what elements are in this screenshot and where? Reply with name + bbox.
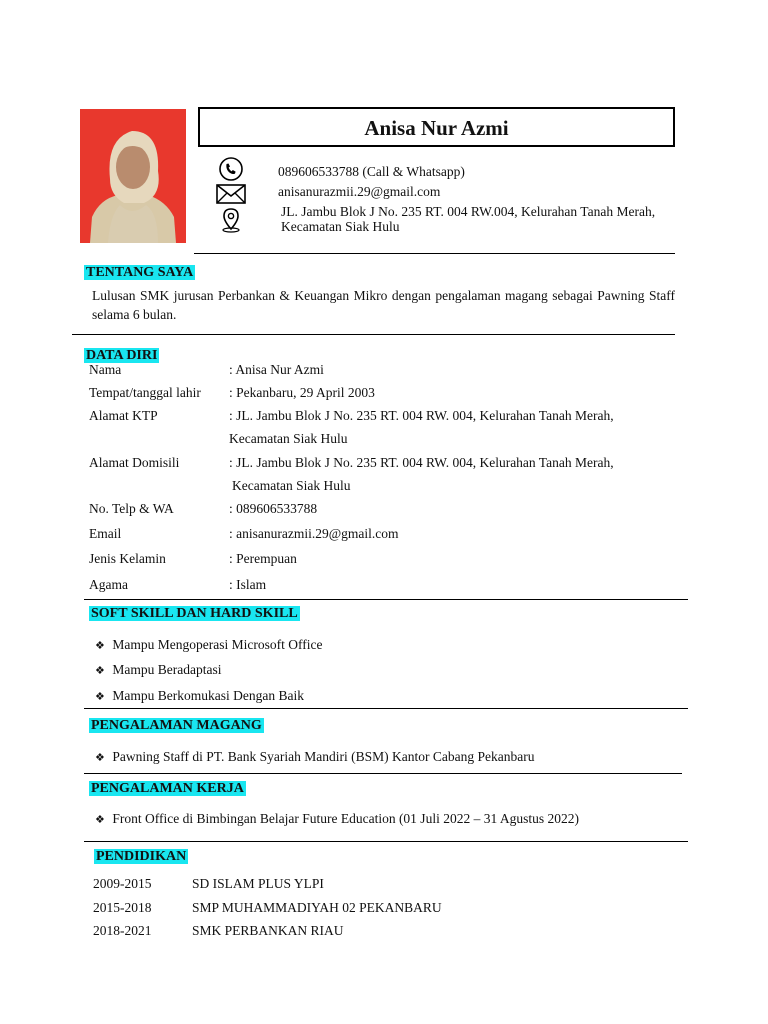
divider (84, 841, 688, 842)
contact-address-line2: Kecamatan Siak Hulu (281, 219, 400, 234)
row-value: : Perempuan (229, 551, 297, 566)
divider (84, 773, 682, 774)
divider (84, 708, 688, 709)
internship-title: PENGALAMAN MAGANG (91, 718, 262, 733)
phone-icon (216, 157, 246, 179)
profile-photo (80, 109, 186, 243)
diamond-bullet-icon: ❖ (95, 814, 105, 826)
row-label: Jenis Kelamin (89, 551, 166, 566)
row-value: : JL. Jambu Blok J No. 235 RT. 004 RW. 004, Kelurahan Tanah Merah, (229, 455, 614, 470)
education-years: 2009-2015 (93, 876, 152, 891)
about-title: TENTANG SAYA (86, 265, 194, 280)
row-label: Alamat KTP (89, 408, 158, 423)
divider (84, 599, 688, 600)
location-pin-icon (216, 207, 246, 229)
row-label: Tempat/tanggal lahir (89, 385, 201, 400)
section-education (94, 847, 188, 865)
row-value: : Islam (229, 577, 267, 592)
list-item: ❖ Mampu Mengoperasi Microsoft Office (95, 636, 322, 655)
row-value: : 089606533788 (229, 501, 318, 516)
divider (72, 334, 675, 335)
name-box (198, 107, 675, 147)
section-about (84, 263, 195, 281)
full-name: Anisa Nur Azmi (364, 116, 509, 140)
section-work (89, 779, 246, 797)
education-years: 2018-2021 (93, 923, 152, 938)
row-value: : JL. Jambu Blok J No. 235 RT. 004 RW. 004, Kelurahan Tanah Merah, (229, 408, 614, 423)
education-years: 2015-2018 (93, 900, 152, 915)
work-title: PENGALAMAN KERJA (91, 781, 244, 796)
list-item: ❖ Mampu Berkomukasi Dengan Baik (95, 687, 304, 706)
row-label: Agama (89, 577, 128, 592)
education-school: SD ISLAM PLUS YLPI (192, 876, 324, 891)
diamond-bullet-icon: ❖ (95, 752, 105, 764)
education-school: SMP MUHAMMADIYAH 02 PEKANBARU (192, 900, 442, 915)
list-item: ❖ Pawning Staff di PT. Bank Syariah Mandiri (BSM) Kantor Cabang Pekanbaru (95, 748, 534, 767)
education-title: PENDIDIKAN (96, 849, 187, 864)
skills-title: SOFT SKILL DAN HARD SKILL (91, 606, 298, 621)
education-school: SMK PERBANKAN RIAU (192, 923, 344, 938)
list-item: ❖ Mampu Beradaptasi (95, 661, 221, 680)
diamond-bullet-icon: ❖ (95, 691, 105, 703)
row-label: Alamat Domisili (89, 455, 180, 470)
section-internship (89, 716, 264, 734)
contact-address-line1: JL. Jambu Blok J No. 235 RT. 004 RW.004, Kelurahan Tanah Merah, (281, 204, 656, 219)
row-value: : Anisa Nur Azmi (229, 362, 324, 377)
divider (194, 253, 675, 254)
personal-title: DATA DIRI (86, 348, 158, 363)
about-text: Lulusan SMK jurusan Perbankan & Keuangan Mikro dengan pengalaman magang sebagai Pawning Staff selama 6 bulan. (92, 288, 675, 322)
row-value-continued: Kecamatan Siak Hulu (229, 431, 348, 446)
row-label: No. Telp & WA (89, 501, 174, 516)
diamond-bullet-icon: ❖ (95, 640, 105, 652)
row-label: Nama (89, 362, 122, 377)
row-label: Email (89, 526, 122, 541)
diamond-bullet-icon: ❖ (95, 665, 105, 677)
section-skills (89, 604, 300, 622)
row-value: : anisanurazmii.29@gmail.com (229, 526, 399, 541)
row-value: : Pekanbaru, 29 April 2003 (229, 385, 375, 400)
contact-email: anisanurazmii.29@gmail.com (278, 184, 441, 199)
envelope-icon (216, 183, 246, 205)
contact-phone: 089606533788 (Call & Whatsapp) (278, 164, 465, 179)
row-value-continued: Kecamatan Siak Hulu (232, 478, 351, 493)
list-item: ❖ Front Office di Bimbingan Belajar Future Education (01 Juli 2022 – 31 Agustus 2022) (95, 810, 579, 829)
